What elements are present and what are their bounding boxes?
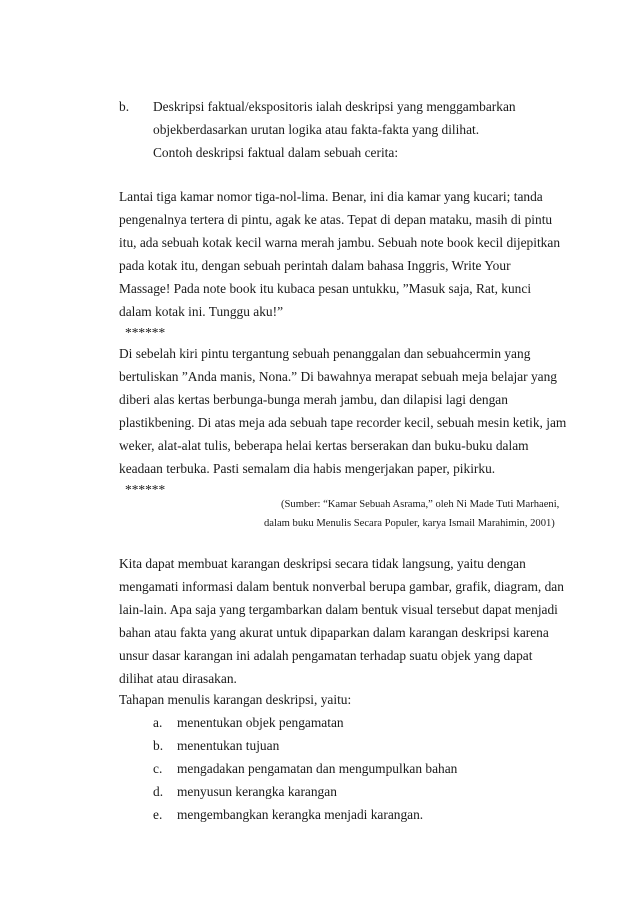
step-marker: b. [153,738,164,753]
item-b-marker: b. [119,99,130,114]
body-line: bahan atau fakta yang akurat untuk dipaparkan dalam karangan deskripsi karena [119,625,549,640]
body-line: unsur dasar karangan ini adalah pengamatan terhadap suatu objek yang dapat [119,648,533,663]
step-marker: e. [153,807,163,822]
step-text: menentukan tujuan [177,738,280,753]
step-text: mengadakan pengamatan dan mengumpulkan bahan [177,761,458,776]
story-line: diberi alas kertas berbunga-bunga merah jambu, dan dilapisi lagi dengan [119,392,508,407]
item-b-line: objekberdasarkan urutan logika atau fakta-fakta yang dilihat. [153,122,480,137]
story-line: Di sebelah kiri pintu tergantung sebuah penanggalan dan sebuahcermin yang [119,346,531,361]
body-line: lain-lain. Apa saja yang tergambarkan dalam bentuk visual tersebut dapat menjadi [119,602,558,617]
separator: ****** [125,482,166,497]
item-b-line: Contoh deskripsi faktual dalam sebuah cerita: [153,145,399,160]
step-text: menyusun kerangka karangan [177,784,337,799]
story-line: keadaan terbuka. Pasti semalam dia habis mengerjakan paper, pikirku. [119,461,496,476]
story-line: pada kotak itu, dengan sebuah perintah dalam bahasa Inggris, Write Your [119,258,511,273]
story-line: Massage! Pada note book itu kubaca pesan untukku, ”Masuk saja, Rat, kunci [119,281,532,296]
step-text: menentukan objek pengamatan [177,715,344,730]
step-marker: c. [153,761,163,776]
story-line: pengenalnya tertera di pintu, agak ke atas. Tepat di depan mataku, masih di pintu [119,212,553,227]
source-citation: (Sumber: “Kamar Sebuah Asrama,” oleh Ni Made Tuti Marhaeni, [281,499,560,510]
story-line: dalam kotak ini. Tunggu aku!” [119,304,284,319]
source-citation: dalam buku Menulis Secara Populer, karya Ismail Marahimin, 2001) [264,518,555,529]
step-marker: d. [153,784,164,799]
story-line: plastikbening. Di atas meja ada sebuah tape recorder kecil, sebuah mesin ketik, jam [119,415,567,430]
story-line: Lantai tiga kamar nomor tiga-nol-lima. Benar, ini dia kamar yang kucari; tanda [119,189,543,204]
step-text: mengembangkan kerangka menjadi karangan. [177,807,424,822]
story-line: itu, ada sebuah kotak kecil warna merah jambu. Sebuah note book kecil dijepitkan [119,235,561,250]
body-line: mengamati informasi dalam bentuk nonverbal berupa gambar, grafik, diagram, dan [119,579,564,594]
steps-heading: Tahapan menulis karangan deskripsi, yaitu: [119,692,352,707]
item-b-line: Deskripsi faktual/ekspositoris ialah deskripsi yang menggambarkan [153,99,516,114]
separator: ****** [125,325,166,340]
body-line: dilihat atau dirasakan. [119,671,237,686]
story-line: weker, alat-alat tulis, beberapa helai kertas berserakan dan buku-buku dalam [119,438,529,453]
step-marker: a. [153,715,163,730]
story-line: bertuliskan ”Anda manis, Nona.” Di bawahnya merapat sebuah meja belajar yang [119,369,558,384]
body-line: Kita dapat membuat karangan deskripsi secara tidak langsung, yaitu dengan [119,556,526,571]
